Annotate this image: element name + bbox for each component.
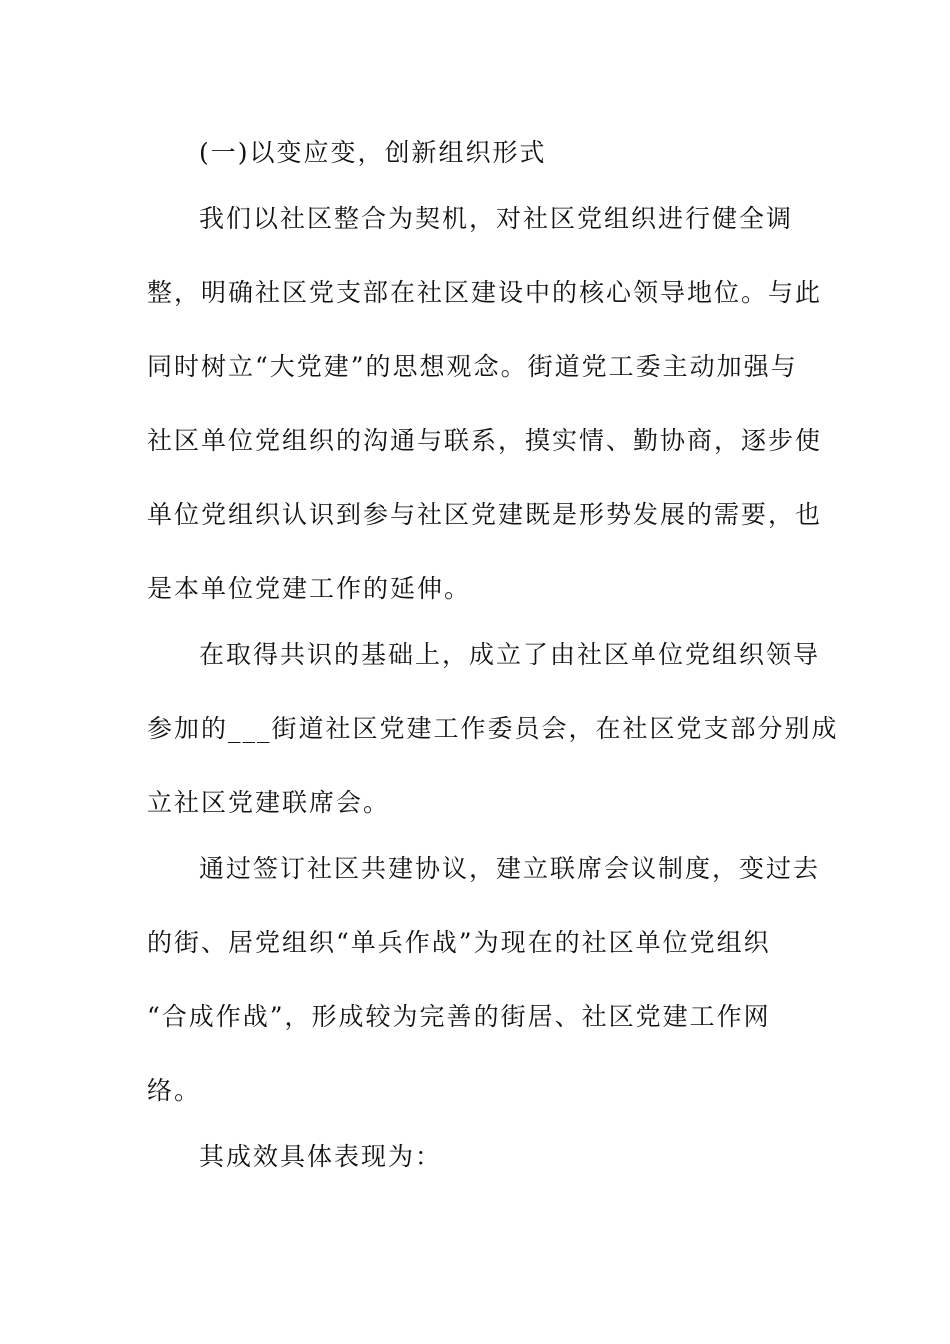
paragraph-line: 社区单位党组织的沟通与联系，摸实情、勤协商，逐步使 [147,426,823,455]
paragraph-line: 络。 [147,1076,202,1105]
paragraph-line: 的街、居党组织“单兵作战”为现在的社区单位党组织 [147,928,771,957]
paragraph-line: 其成效具体表现为： [199,1142,443,1171]
paragraph-line: 通过签订社区共建协议，建立联席会议制度，变过去 [199,854,821,883]
section-heading: (一)以变应变，创新组织形式 [199,138,547,167]
paragraph-line: 立社区党建联席会。 [147,788,391,817]
paragraph-line: 参加的___街道社区党建工作委员会，在社区党支部分别成 [147,714,839,743]
paragraph-line: 整，明确社区党支部在社区建设中的核心领导地位。与此 [147,278,823,307]
paragraph-line: “合成作战”，形成较为完善的街居、社区党建工作网 [147,1002,771,1031]
paragraph-line: 在取得共识的基础上，成立了由社区单位党组织领导 [199,640,821,669]
paragraph-line: 单位党组织认识到参与社区党建既是形势发展的需要，也 [147,500,823,529]
paragraph-line: 是本单位党建工作的延伸。 [147,574,472,603]
paragraph-line: 同时树立“大党建”的思想观念。街道党工委主动加强与 [147,352,798,381]
paragraph-line: 我们以社区整合为契机，对社区党组织进行健全调 [199,204,794,233]
